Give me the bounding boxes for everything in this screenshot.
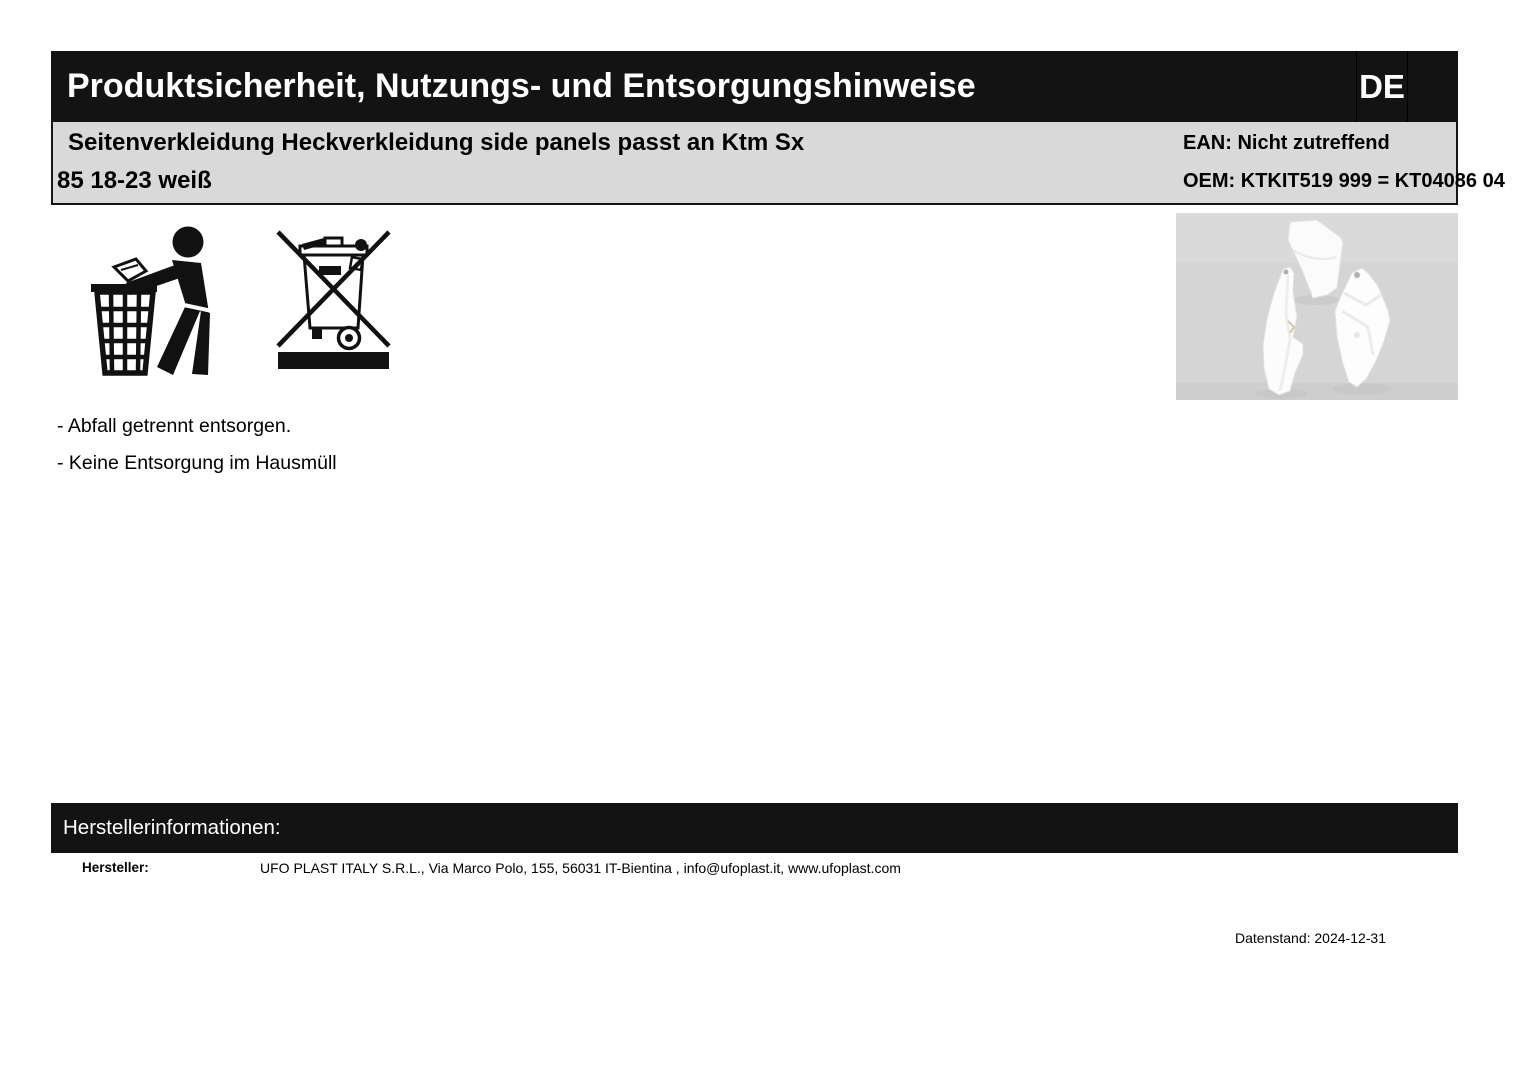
disposal-note-2: - Keine Entsorgung im Hausmüll xyxy=(57,452,337,474)
product-title-bar xyxy=(51,122,1505,205)
language-badge-label: DE xyxy=(1359,67,1405,105)
ean-line: EAN: Nicht zutreffend xyxy=(1183,132,1390,154)
manufacturer-section-bar xyxy=(51,803,1458,853)
manufacturer-section-title: Herstellerinformationen: xyxy=(63,816,281,839)
page-title: Produktsicherheit, Nutzungs- und Entsorgungshinweise xyxy=(67,67,976,105)
manufacturer-value: UFO PLAST ITALY S.R.L., Via Marco Polo, 155, 56031 IT-Bientina , info@ufoplast.it, www.ufoplast.com xyxy=(260,860,901,876)
product-title-line2: 85 18-23 weiß xyxy=(57,167,212,194)
manufacturer-label: Hersteller: xyxy=(82,860,149,875)
weee-crossed-bin-icon xyxy=(276,228,391,374)
product-photo-svg xyxy=(1176,213,1458,400)
disposal-note-1: - Abfall getrennt entsorgen. xyxy=(57,415,292,437)
disposal-notes xyxy=(57,408,337,482)
product-title-line1: Seitenverkleidung Heckverkleidung side panels passt an Ktm Sx xyxy=(68,129,805,156)
product-title xyxy=(53,124,804,200)
document-header-bar xyxy=(51,51,1458,122)
oem-line: OEM: KTKIT519 999 = KT04086 04 xyxy=(1183,170,1505,192)
weee-crossed-bin-icon-svg xyxy=(276,228,391,374)
product-codes xyxy=(1183,124,1505,200)
product-photo xyxy=(1176,213,1458,400)
tidyman-icon-svg xyxy=(88,225,253,377)
data-status-date: Datenstand: 2024-12-31 xyxy=(1235,930,1386,946)
language-badge xyxy=(1356,51,1408,122)
tidyman-icon xyxy=(88,225,253,377)
